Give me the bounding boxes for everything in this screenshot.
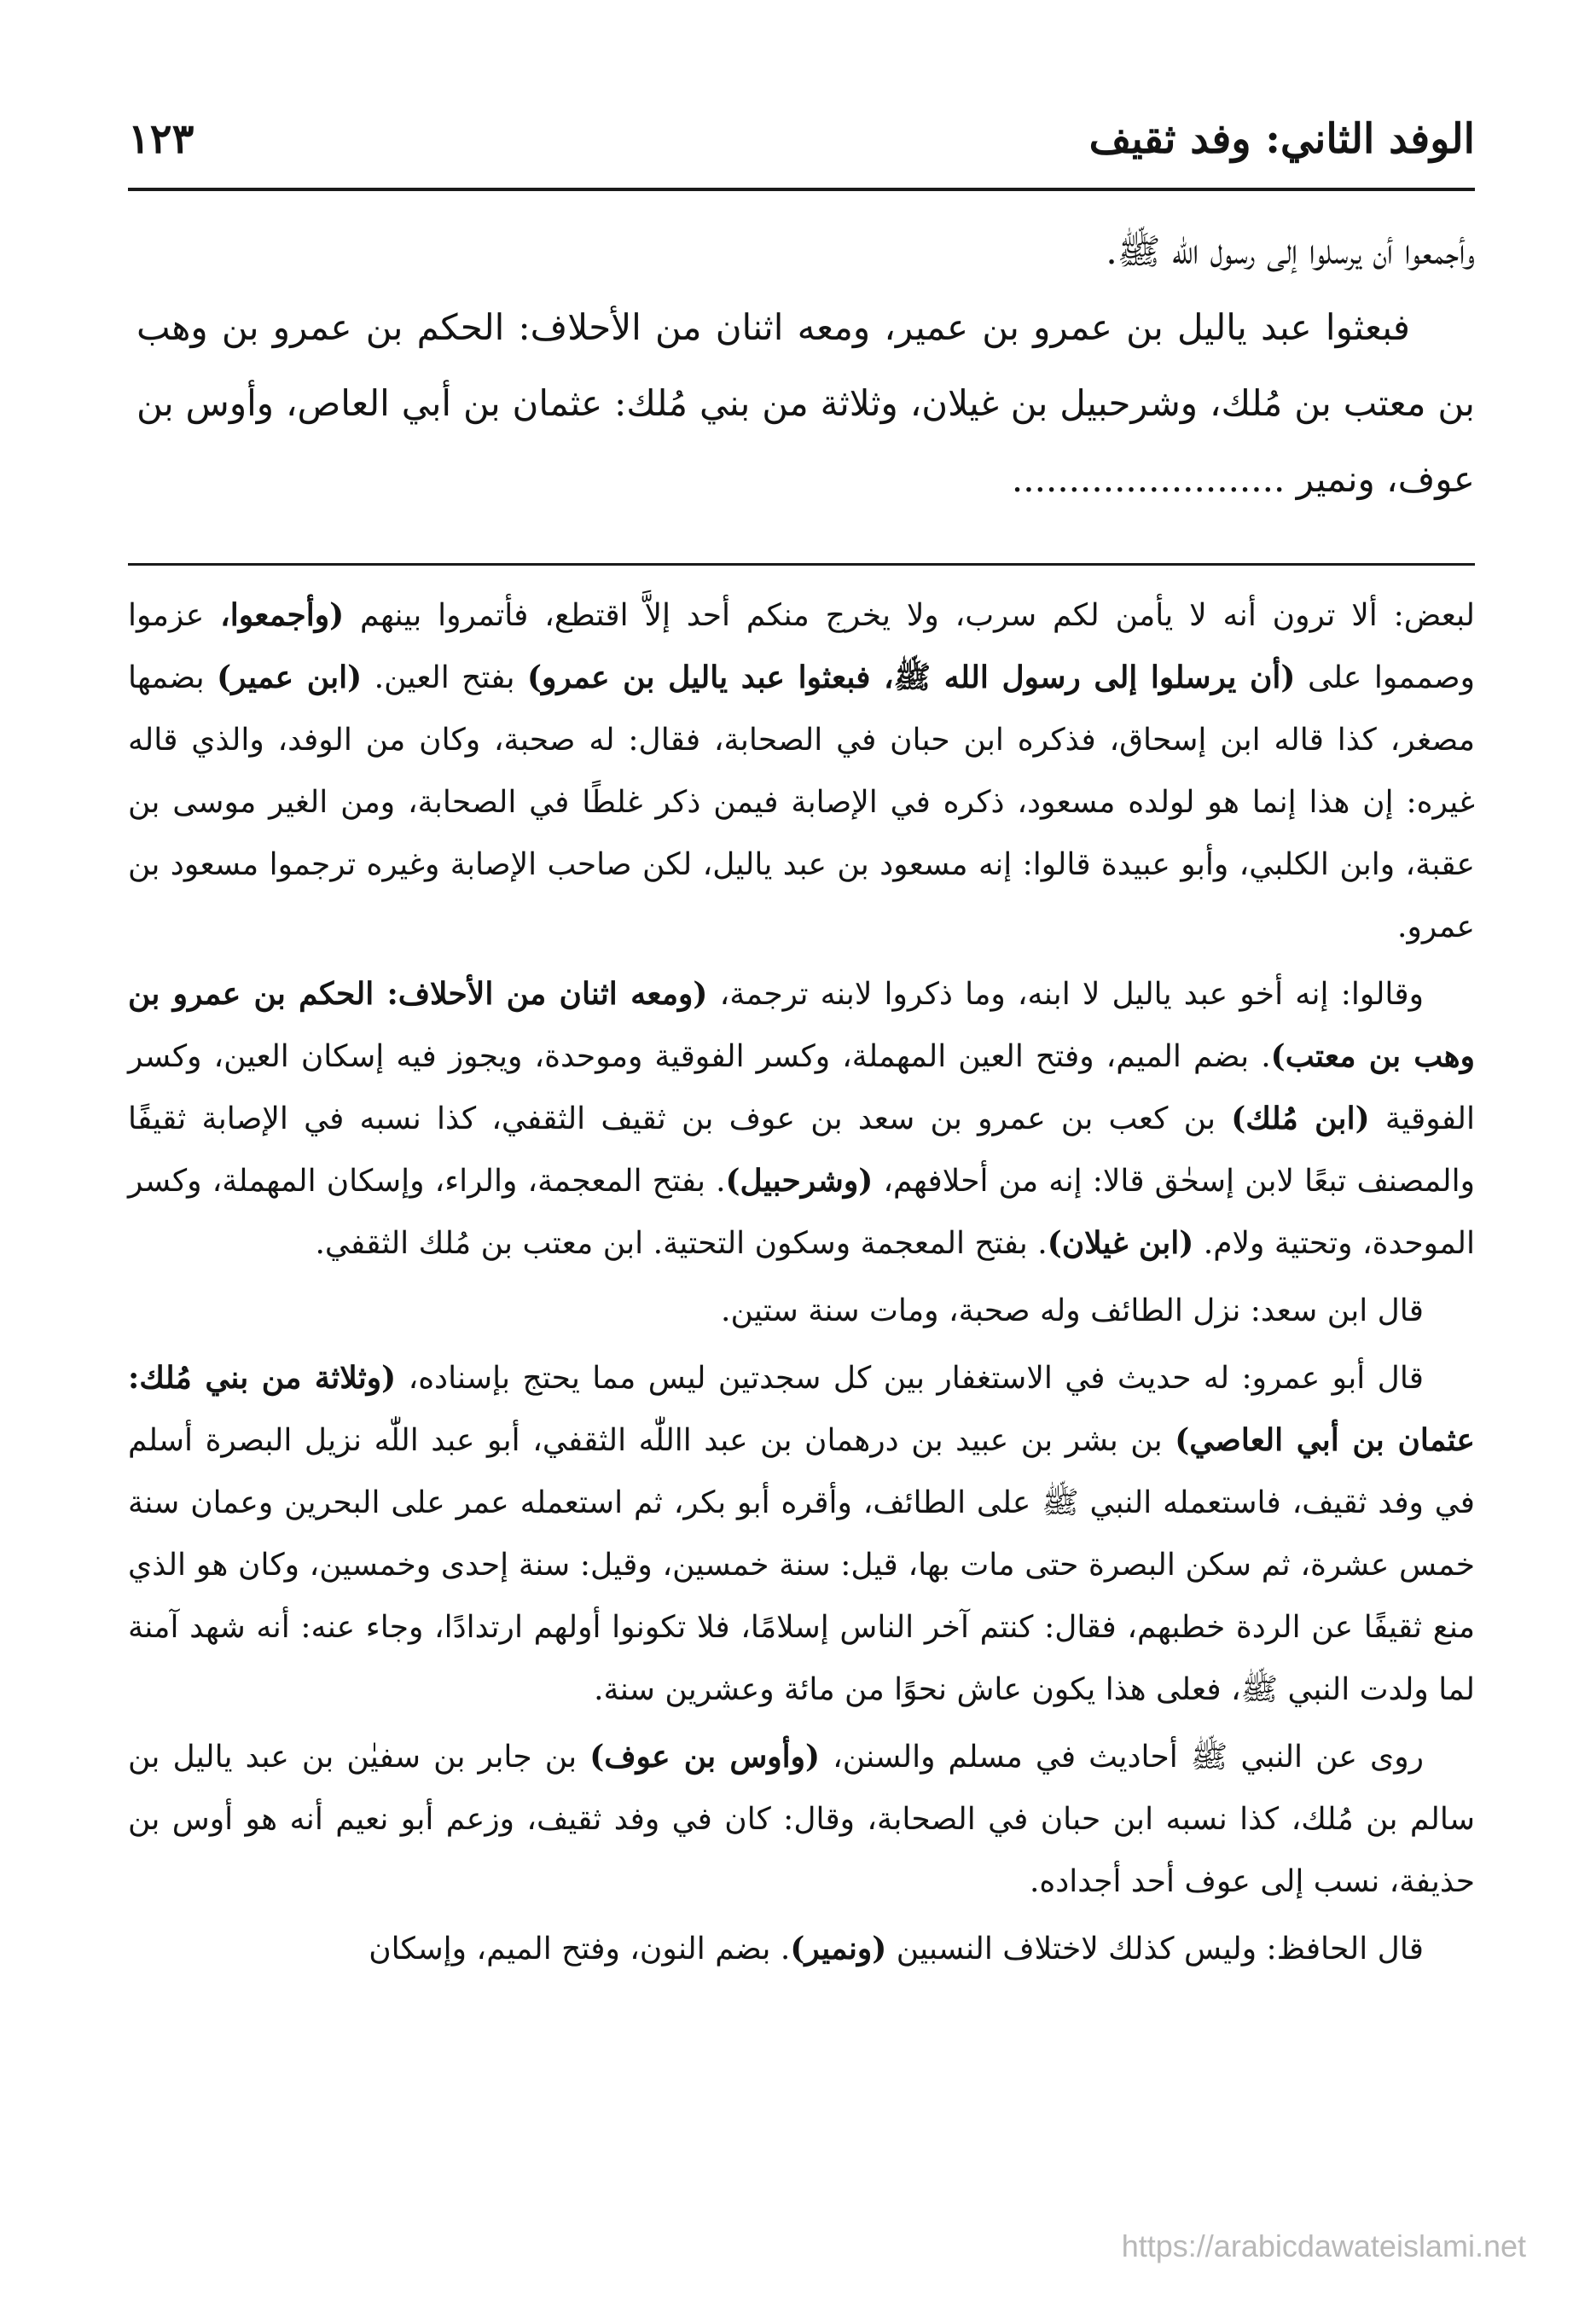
commentary-text: بن بشر بن عبيد بن درهمان بن عبد االلّٰه الثقفي، أبو عبد اللّٰه نزيل البصرة أسلم في وفد ثقيف، فاستعمله النبي ﷺ على الطائف، وأقره أبو بكر، ثم استعمله عمر على البحرين وعمان سنة خمس عشرة، ثم سكن البصرة حتى مات بها، قيل: سنة خمسين، وقيل: سنة إحدى وخمسين، وكان هو الذي منع ثقيفًا عن الردة خطبهم، فقال: كنتم آخر الناس إسلامًا، فلا تكونوا أولهم ارتدادًا، وجاء عنه: أنه شهد آمنة لما ولدت النبي ﷺ، فعلى هذا يكون عاش نحوًا من مائة وعشرين سنة.: [128, 1423, 1475, 1707]
page-number: ١٢٣: [128, 115, 194, 163]
commentary-text: بضمها مصغر، كذا قاله ابن إسحاق، فذكره ابن حبان في الصحابة، فقال: له صحبة، وكان من الوفد، والذي قاله غيره: إن هذا إنما هو لولده مسعود، ذكره في الإصابة فيمن ذكر غلطًا في الصحابة، ومن الغير موسى بن عقبة، وابن الكلبي، وأبو عبيدة قالوا: إنه مسعود بن عبد ياليل، لكن صاحب الإصابة وغيره ترجموا مسعود بن عمرو.: [128, 660, 1475, 944]
commentary-paragraph-6: [128, 1918, 1475, 1980]
commentary-text: قال ابن سعد: نزل الطائف وله صحبة، ومات سنة ستين.: [721, 1293, 1424, 1328]
commentary-text: . بفتح المعجمة، والراء، وإسكان المهملة، وكسر الموحدة، وتحتية ولام.: [128, 1164, 1475, 1261]
quoted-lemma: (ومعه اثنان من الأحلاف: الحكم بن عمرو بن وهب بن معتب): [128, 976, 1476, 1074]
commentary-text: . بضم الميم، وفتح العين المهملة، وكسر الفوقية وموحدة، ويجوز فيه إسكان العين، وكسر الفوقية: [128, 1039, 1475, 1136]
commentary-text: عزموا وصمموا على: [128, 598, 1475, 695]
commentary-text: لبعض: ألا ترون أنه لا يأمن لكم سرب، ولا يخرج منكم أحد إلاَّ اقتطع، فأتمروا بينهم: [344, 598, 1476, 633]
quoted-lemma: (وثلاثة من بني مُلك: عثمان بن أبي العاصي): [128, 1360, 1476, 1458]
main-paragraph-2: [136, 289, 1475, 517]
quoted-lemma: (وأوس بن عوف): [589, 1739, 821, 1775]
commentary-text: بن جابر بن سفيٰن بن عبد ياليل بن سالم بن مُلك، كذا نسبه ابن حبان في الصحابة، وقال: كان في وفد ثقيف، وزعم أبو نعيم أنه هو أوس بن حذيفة، نسب إلى عوف أحد أجداده.: [128, 1740, 1475, 1899]
quoted-lemma: (ابن مُلك): [1231, 1101, 1370, 1136]
quoted-lemma: (ابن عمير): [217, 659, 363, 695]
main-line-1: [136, 213, 1475, 289]
commentary-paragraph-4: [128, 1347, 1475, 1721]
commentary-text: قال أبو عمرو: له حديث في الاستغفار بين كل سجدتين ليس مما يحتج بإسناده،: [396, 1361, 1424, 1396]
commentary-paragraph-1: [128, 584, 1475, 958]
page-header: [128, 101, 1475, 186]
commentary-paragraph-3: [128, 1280, 1475, 1342]
source-watermark: https://arabicdawateislami.net: [1121, 2228, 1526, 2263]
commentary-text: . بفتح المعجمة وسكون التحتية. ابن معتب بن مُلك الثقفي.: [315, 1226, 1048, 1261]
header-rule: [128, 188, 1475, 191]
main-paragraph-2-text: فبعثوا عبد ياليل بن عمرو بن عمير، ومعه اثنان من الأحلاف: الحكم بن عمرو بن وهب بن معتب بن مُلك، وشرحبيل بن غيلان، وثلاثة من بني مُلك: عثمان بن أبي العاص، وأوس بن عوف، ونمير: [136, 306, 1475, 500]
quoted-lemma: (أن يرسلوا إلى رسول الله ﷺ، فبعثوا عبد ياليل بن عمرو): [526, 659, 1296, 695]
commentary-text: روى عن النبي ﷺ أحاديث في مسلم والسنن،: [820, 1740, 1424, 1775]
commentary-paragraph-5: [128, 1726, 1475, 1913]
main-text: [136, 213, 1475, 517]
quoted-lemma: (ونمير): [790, 1931, 887, 1967]
commentary-text: قال الحافظ: وليس كذلك لاختلاف النسبين: [886, 1932, 1424, 1967]
commentary-text: بفتح العين.: [362, 660, 527, 695]
commentary-text: بن كعب بن عمرو بن سعد بن عوف بن ثقيف الثقفي، كذا نسبه في الإصابة ثقيفًا والمصنف تبعًا لابن إسحٰق قالا: إنه من أحلافهم،: [128, 1101, 1475, 1199]
commentary-text: . بضم النون، وفتح الميم، وإسكان: [369, 1932, 791, 1967]
commentary-paragraph-2: [128, 963, 1475, 1275]
quoted-lemma: (ابن غيلان): [1047, 1225, 1194, 1261]
commentary: [128, 584, 1475, 1985]
main-line-1-text: وأجمعوا أن يرسلوا إلى رسول الله ﷺ.: [1106, 230, 1475, 272]
running-title: الوفد الثاني: وفد ثقيف: [1088, 115, 1475, 163]
quoted-lemma: (وأجمعوا،: [220, 597, 345, 633]
quoted-lemma: (وشرحبيل): [725, 1163, 874, 1199]
commentary-text: وقالوا: إنه أخو عبد ياليل لا ابنه، وما ذكروا لابنه ترجمة،: [707, 977, 1424, 1012]
continuation-dots: ........................: [1011, 458, 1286, 500]
footnote-rule: [128, 563, 1475, 566]
